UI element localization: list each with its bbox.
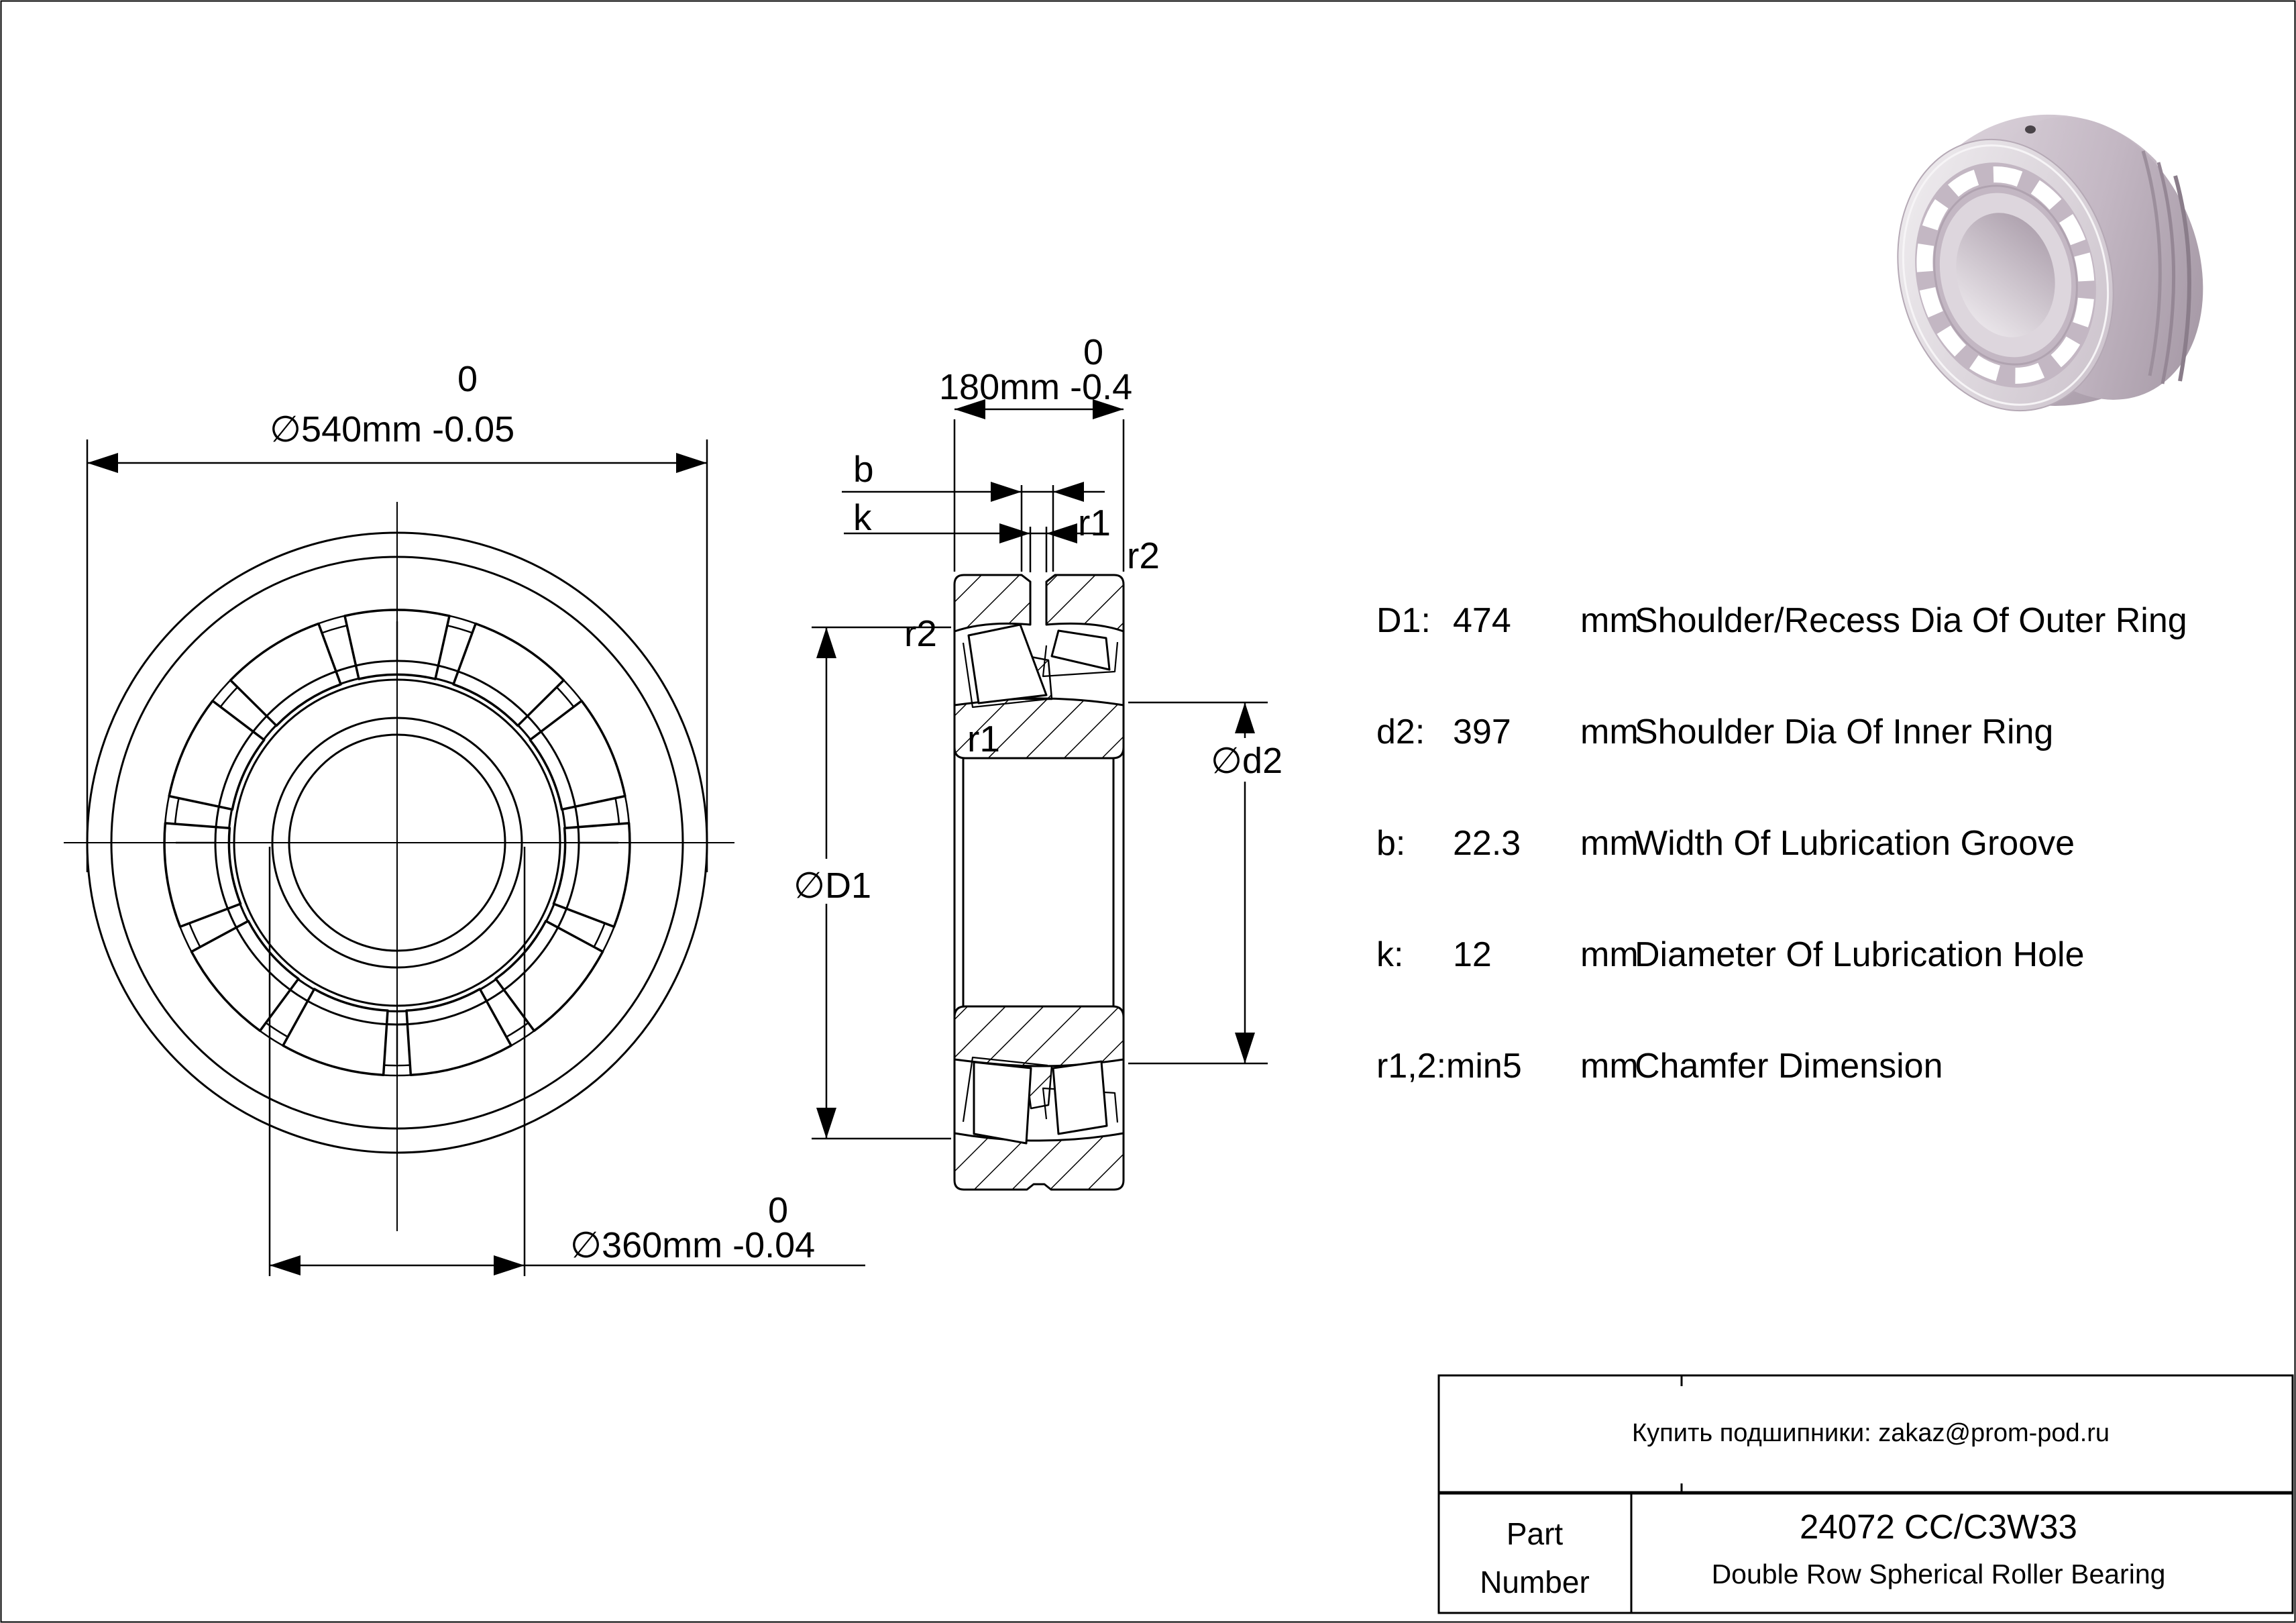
spec-unit: mm (1580, 601, 1639, 640)
spec-label: b: (1376, 824, 1406, 863)
dim-bore-text: ∅360mm -0.04 (570, 1225, 816, 1265)
part-number-label-line2: Number (1480, 1565, 1590, 1600)
outer-ring-bottom (954, 1133, 1124, 1190)
part-number-label-line1: Part (1506, 1516, 1564, 1551)
label-r2-left: r2 (904, 613, 937, 654)
contact-text: Купить подшипники: zakaz@prom-pod.ru (1632, 1419, 2110, 1447)
spec-value: 12 (1453, 935, 1492, 974)
dim-bore-tolerance-upper: 0 (767, 1190, 789, 1231)
label-k: k (853, 496, 872, 538)
label-d2: ∅d2 (1211, 741, 1283, 781)
spec-row-k (1376, 935, 2085, 974)
spec-description: Shoulder/Recess Dia Of Outer Ring (1635, 601, 2187, 640)
label-r2-top-right: r2 (1127, 535, 1160, 576)
label-d1: ∅D1 (794, 866, 872, 906)
part-description: Double Row Spherical Roller Bearing (1711, 1559, 2166, 1589)
spec-row-d1 (1376, 601, 2187, 640)
label-r1-top: r1 (1078, 502, 1111, 543)
spec-description: Chamfer Dimension (1635, 1047, 1943, 1086)
spec-description: Width Of Lubrication Groove (1635, 824, 2075, 863)
spec-label: r1,2:min5 (1376, 1047, 1522, 1086)
spec-row-r (1376, 1047, 1943, 1086)
dim-od-text: ∅540mm -0.05 (270, 409, 515, 450)
label-b: b (853, 448, 874, 490)
spec-unit: mm (1580, 824, 1639, 863)
spec-row-b (1376, 824, 2075, 863)
spec-unit: mm (1580, 1047, 1639, 1086)
spec-label: k: (1376, 935, 1404, 974)
label-r1-inner: r1 (967, 718, 1000, 760)
spec-value: 397 (1453, 713, 1511, 751)
spec-row-d2 (1376, 713, 2053, 751)
spec-value: 474 (1453, 601, 1511, 640)
part-number-value: 24072 CC/C3W33 (1800, 1508, 2077, 1546)
spec-label: D1: (1376, 601, 1431, 640)
lubrication-hole-dot (2025, 125, 2036, 134)
spec-unit: mm (1580, 713, 1639, 751)
spec-unit: mm (1580, 935, 1639, 974)
spec-label: d2: (1376, 713, 1425, 751)
spec-description: Shoulder Dia Of Inner Ring (1635, 713, 2054, 751)
spec-description: Diameter Of Lubrication Hole (1635, 935, 2085, 974)
inner-ring-bottom (954, 1006, 1124, 1066)
dim-od-tolerance-upper: 0 (457, 359, 478, 399)
spec-value: 22.3 (1453, 824, 1521, 863)
dim-width-tolerance-upper: 0 (1083, 332, 1104, 372)
dim-width-text: 180mm -0.4 (939, 367, 1133, 407)
